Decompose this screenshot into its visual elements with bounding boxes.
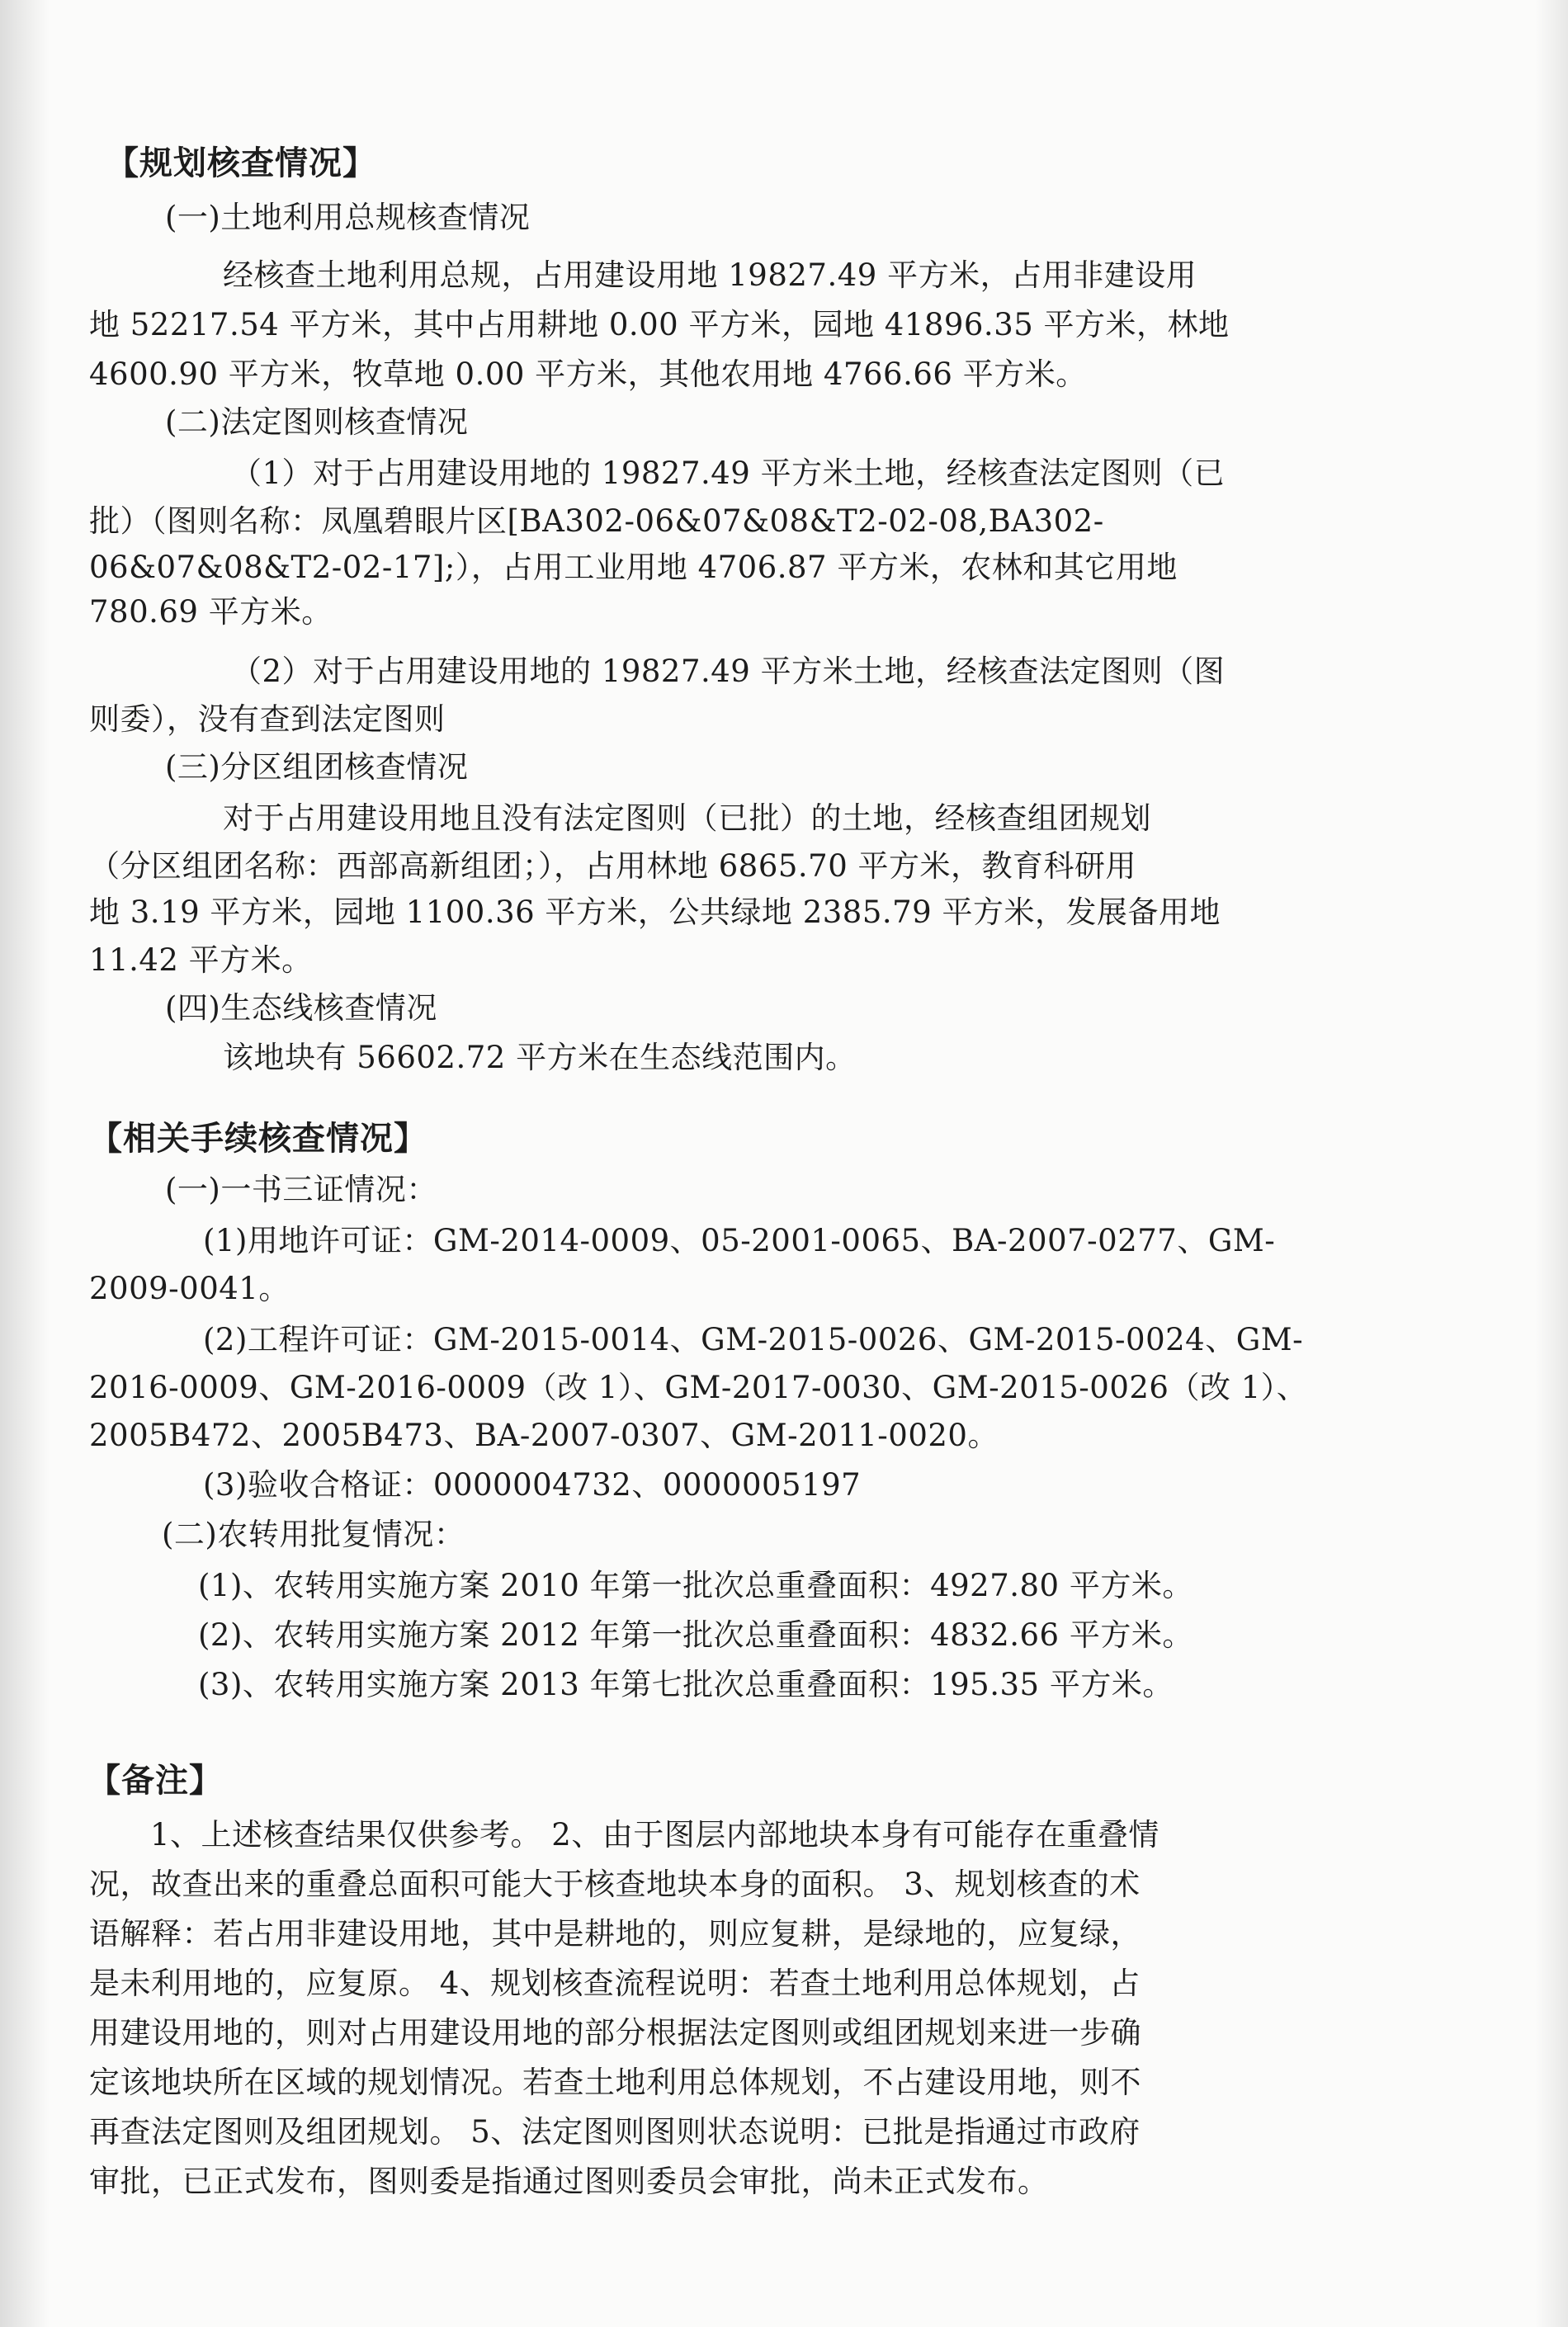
text-line: 对于占用建设用地且没有法定图则（已批）的土地，经核查组团规划 [223, 800, 1151, 836]
certificate-item: (2)工程许可证：GM-2015-0014、GM-2015-0026、GM-2015-0024、GM- [203, 1322, 1304, 1357]
planning-heading: 【规划核查情况】 [106, 144, 376, 182]
conversion-item: (2)、农转用实施方案 2012 年第一批次总重叠面积：4832.66 平方米。 [198, 1617, 1193, 1653]
text-line: 11.42 平方米。 [89, 942, 313, 978]
conversion-item: (3)、农转用实施方案 2013 年第七批次总重叠面积：195.35 平方米。 [198, 1667, 1174, 1702]
text-line: 4600.90 平方米，牧草地 0.00 平方米，其他农用地 4766.66 平方米。 [89, 356, 1087, 392]
text-line: 则委），没有查到法定图则 [89, 701, 446, 737]
certificate-item: 2009-0041。 [89, 1271, 290, 1306]
text-line: 经核查土地利用总规，占用建设用地 19827.49 平方米，占用非建设用 [223, 257, 1197, 293]
text-line: （1）对于占用建设用地的 19827.49 平方米土地，经核查法定图则（已 [231, 455, 1226, 491]
procedures-heading: 【相关手续核查情况】 [89, 1119, 427, 1158]
section-4-title: (四)生态线核查情况 [165, 990, 437, 1026]
section-2-title: (二)法定图则核查情况 [165, 404, 469, 440]
certificate-item: (1)用地许可证：GM-2014-0009、05-2001-0065、BA-2007-0277、GM- [203, 1223, 1276, 1258]
notes-line: 定该地块所在区域的规划情况。若查土地利用总体规划，不占建设用地，则不 [89, 2065, 1141, 2100]
section-1-title: (一)土地利用总规核查情况 [165, 200, 531, 235]
notes-line: 再查法定图则及组团规划。 5、法定图则图则状态说明：已批是指通过市政府 [89, 2114, 1141, 2150]
text-line: （2）对于占用建设用地的 19827.49 平方米土地，经核查法定图则（图 [231, 654, 1226, 689]
notes-line: 语解释：若占用非建设用地，其中是耕地的，则应复耕，是绿地的，应复绿， [89, 1916, 1141, 1952]
text-line: 06&07&08&T2-02-17];），占用工业用地 4706.87 平方米，农林和其它用地 [89, 550, 1178, 585]
conversion-item: (1)、农转用实施方案 2010 年第一批次总重叠面积：4927.80 平方米。 [198, 1568, 1193, 1603]
certificate-item: 2005B472、2005B473、BA-2007-0307、GM-2011-0020。 [89, 1418, 999, 1453]
notes-heading: 【备注】 [87, 1761, 223, 1800]
text-line: 780.69 平方米。 [89, 594, 333, 630]
certificate-item: (3)验收合格证：0000004732、0000005197 [203, 1467, 862, 1503]
notes-line: 1、上述核查结果仅供参考。 2、由于图层内部地块本身有可能存在重叠情 [150, 1817, 1159, 1853]
certificates-title: (一)一书三证情况： [165, 1172, 437, 1207]
conversion-title: (二)农转用批复情况： [162, 1517, 465, 1552]
notes-line: 况，故查出来的重叠总面积可能大于核查地块本身的面积。 3、规划核查的术 [89, 1867, 1141, 1902]
section-3-title: (三)分区组团核查情况 [165, 749, 469, 785]
certificate-item: 2016-0009、GM-2016-0009（改 1）、GM-2017-0030、GM-2015-0026（改 1）、 [89, 1370, 1308, 1405]
text-line: 地 3.19 平方米，园地 1100.36 平方米，公共绿地 2385.79 平方米，发展备用地 [89, 894, 1221, 930]
notes-line: 审批，已正式发布，图则委是指通过图则委员会审批，尚未正式发布。 [89, 2164, 1049, 2199]
text-line: 该地块有 56602.72 平方米在生态线范围内。 [223, 1040, 857, 1075]
text-line: 批）（图则名称：凤凰碧眼片区[BA302-06&07&08&T2-02-08,BA302- [89, 503, 1104, 539]
text-line: 地 52217.54 平方米，其中占用耕地 0.00 平方米，园地 41896.35 平方米，林地 [89, 307, 1230, 342]
text-line: （分区组团名称：西部高新组团；），占用林地 6865.70 平方米，教育科研用 [89, 848, 1137, 884]
notes-line: 用建设用地的，则对占用建设用地的部分根据法定图则或组团规划来进一步确 [89, 2015, 1141, 2051]
notes-line: 是未利用地的，应复原。 4、规划核查流程说明：若查土地利用总体规划，占 [89, 1966, 1141, 2001]
